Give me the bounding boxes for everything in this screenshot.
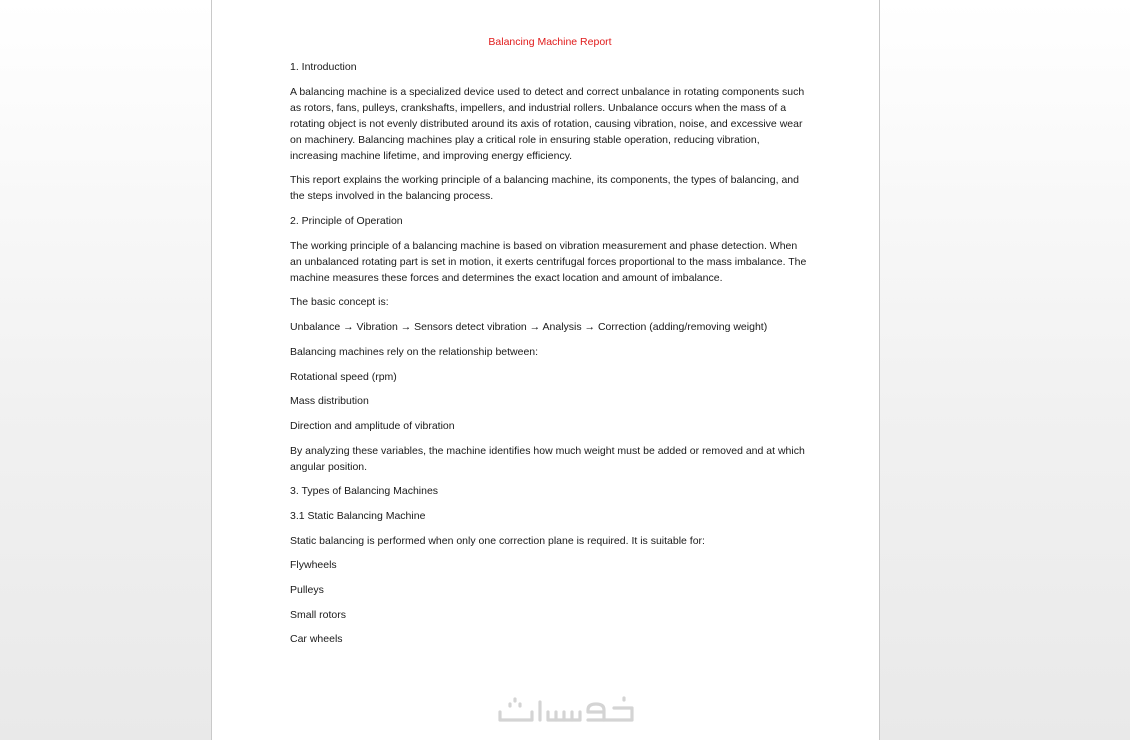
list-item-small-rotors: Small rotors (290, 608, 347, 621)
list-item-car-wheels: Car wheels (290, 633, 343, 646)
subsection-heading-static: 3.1 Static Balancing Machine (290, 509, 426, 522)
list-item-pulleys: Pulleys (290, 584, 324, 596)
paragraph-principle: The working principle of a balancing machine is based on vibration measurement and phase detection. When an unbalanced rotating part is set in motion, it exerts centrifugal forces proportional to the mass imbalance. The machine measures these forces and determines the exact location and amount of imbalance. (290, 239, 807, 284)
list-item-rotational-speed: Rotational speed (rpm) (290, 370, 397, 383)
document-content (290, 34, 810, 656)
paragraph-basic-concept: The basic concept is: (290, 296, 389, 309)
paragraph-analysis: By analyzing these variables, the machine identifies how much weight must be added or removed and at which angular position. (290, 444, 805, 473)
paragraph-concept-flow: Unbalance → Vibration → Sensors detect vibration → Analysis → Correction (adding/removing weight) (290, 321, 768, 334)
section-heading-introduction: 1. Introduction (290, 61, 357, 73)
list-item-flywheels: Flywheels (290, 559, 337, 572)
list-item-mass-distribution: Mass distribution (290, 395, 369, 408)
paragraph-static: Static balancing is performed when only one correction plane is required. It is suitable for: (290, 534, 705, 547)
document-page (211, 0, 880, 740)
khamsat-watermark-logo (496, 690, 636, 730)
section-heading-principle: 2. Principle of Operation (290, 215, 403, 228)
document-title: Balancing Machine Report (488, 36, 612, 48)
paragraph-report-scope: This report explains the working principle of a balancing machine, its components, the types of balancing, and the steps involved in the balancing process. (290, 174, 799, 203)
paragraph-relationship: Balancing machines rely on the relationship between: (290, 345, 539, 358)
list-item-direction-amplitude: Direction and amplitude of vibration (290, 419, 455, 432)
section-heading-types: 3. Types of Balancing Machines (290, 485, 439, 498)
paragraph-intro: A balancing machine is a specialized device used to detect and correct unbalance in rotating components such as rotors, fans, pulleys, crankshafts, impellers, and industrial rollers. Unbalance occurs when the mass of a rotating object is not evenly distributed around its axis of rotation, causing vibration, noise, and excessive wear on machinery. Balancing machines play a critical role in ensuring stable operation, reducing vibration, increasing machine lifetime, and improving energy efficiency. (290, 85, 805, 162)
